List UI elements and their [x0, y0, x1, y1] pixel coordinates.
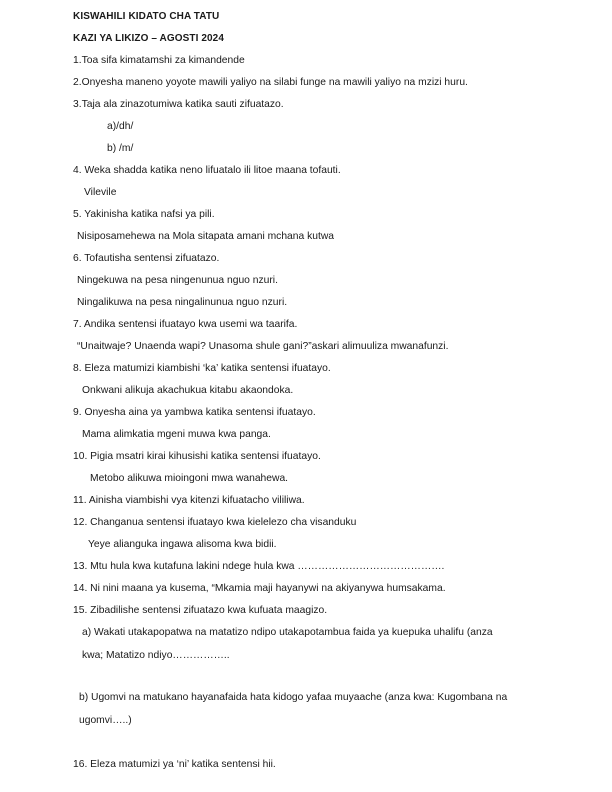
question-4-example: Vilevile	[84, 187, 117, 198]
question-9-example: Mama alimkatia mgeni muwa kwa panga.	[82, 429, 271, 440]
question-15: 15. Zibadilishe sentensi zifuatazo kwa kufuata maagizo.	[73, 605, 328, 616]
question-8: 8. Eleza matumizi kiambishi ‘ka’ katika sentensi ifuatayo.	[73, 363, 331, 374]
question-3: 3.Taja ala zinazotumiwa katika sauti zifuatazo.	[73, 99, 284, 110]
question-10: 10. Pigia msatri kirai kihusishi katika sentensi ifuatayo.	[73, 451, 321, 462]
question-11: 11. Ainisha viambishi vya kitenzi kifuatacho vililiwa.	[73, 495, 305, 506]
question-15-part-b-line-1: b) Ugomvi na matukano hayanafaida hata kidogo yafaa muyaache (anza kwa: Kugombana na	[79, 692, 508, 703]
question-10-example: Metobo alikuwa mioingoni mwa wanahewa.	[90, 473, 289, 484]
question-7: 7. Andika sentensi ifuatayo kwa usemi wa taarifa.	[73, 319, 298, 330]
question-16: 16. Eleza matumizi ya ‘ni’ katika sentensi hii.	[73, 759, 276, 770]
question-5: 5. Yakinisha katika nafsi ya pili.	[73, 209, 215, 220]
question-5-example: Nisiposamehewa na Mola sitapata amani mchana kutwa	[77, 231, 334, 242]
school-title: KISWAHILI KIDATO CHA TATU	[73, 11, 220, 22]
question-9: 9. Onyesha aina ya yambwa katika sentensi ifuatayo.	[73, 407, 316, 418]
question-7-example: “Unaitwaje? Unaenda wapi? Unasoma shule gani?”askari alimuuliza mwanafunzi.	[77, 341, 449, 352]
question-2: 2.Onyesha maneno yoyote mawili yaliyo na silabi funge na mawili yaliyo na mzizi huru.	[73, 77, 468, 88]
question-6: 6. Tofautisha sentensi zifuatazo.	[73, 253, 220, 264]
question-15-part-b-line-2: ugomvi…..)	[79, 715, 132, 726]
question-3-part-a: a)/dh/	[107, 121, 134, 132]
question-6-example-2: Ningalikuwa na pesa ningalinunua nguo nzuri.	[77, 297, 288, 308]
question-3-part-b: b) /m/	[107, 143, 134, 154]
question-12: 12. Changanua sentensi ifuatayo kwa kielelezo cha visanduku	[73, 517, 357, 528]
question-6-example-1: Ningekuwa na pesa ningenunua nguo nzuri.	[77, 275, 278, 286]
question-1: 1.Toa sifa kimatamshi za kimandende	[73, 55, 245, 66]
question-15-part-a-line-1: a) Wakati utakapopatwa na matatizo ndipo utakapotambua faida ya kuepuka uhalifu (anza	[82, 627, 493, 638]
question-13: 13. Mtu hula kwa kutafuna lakini ndege hula kwa …………………………………….	[73, 561, 445, 572]
question-4: 4. Weka shadda katika neno lifuatalo ili litoe maana tofauti.	[73, 165, 341, 176]
question-12-example: Yeye alianguka ingawa alisoma kwa bidii.	[88, 539, 277, 550]
question-8-example: Onkwani alikuja akachukua kitabu akaondoka.	[82, 385, 294, 396]
question-14: 14. Ni nini maana ya kusema, “Mkamia maji hayanywi na akiyanywa humsakama.	[73, 583, 446, 594]
assignment-title: KAZI YA LIKIZO – AGOSTI 2024	[73, 33, 224, 44]
question-15-part-a-line-2: kwa; Matatizo ndiyo……………..	[82, 650, 230, 661]
